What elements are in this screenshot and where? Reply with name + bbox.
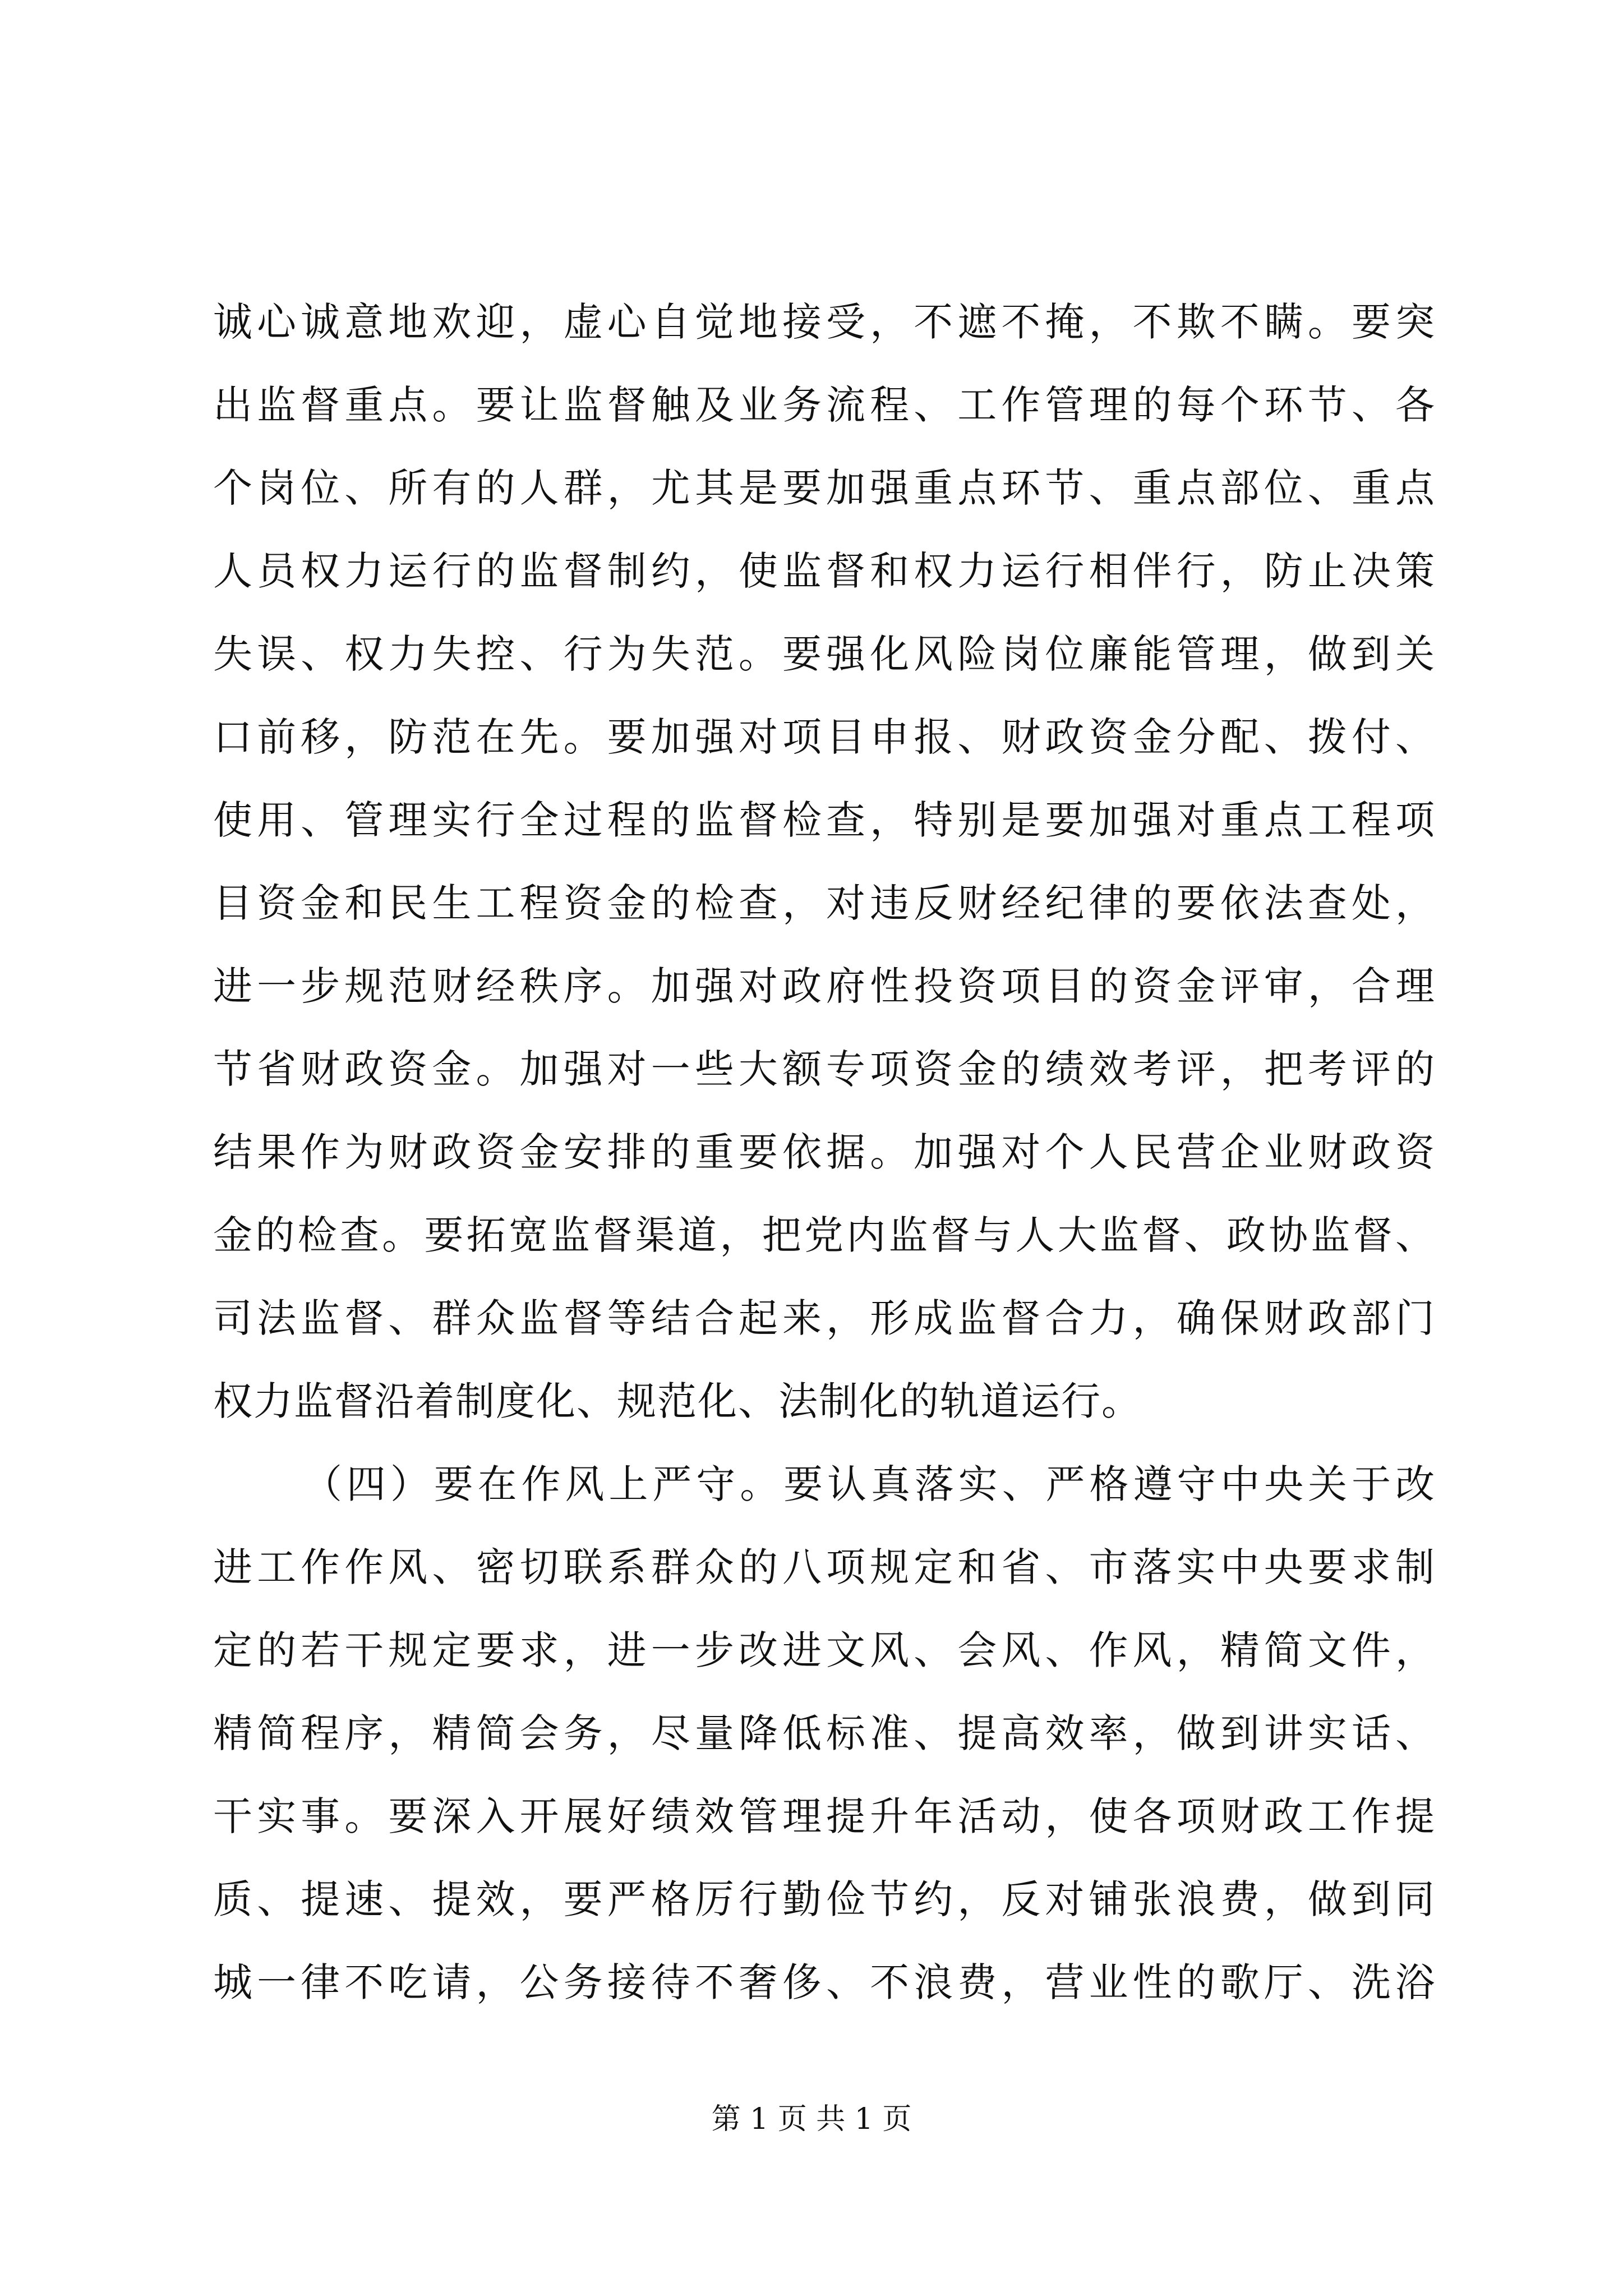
paragraph-end-line: 权力监督沿着制度化、规范化、法制化的轨道运行。: [213, 1378, 1142, 1424]
document-body: [213, 280, 1436, 2024]
text-line: 城一律不吃请，公务接待不奢侈、不浪费，营业性的歌厅、洗浴: [213, 1959, 1436, 2005]
text-line: 金的检查。要拓宽监督渠道，把党内监督与人大监督、政协监督、: [213, 1212, 1436, 1258]
section-heading-line: （四）要在作风上严守。要认真落实、严格遵守中央关于改: [303, 1461, 1436, 1507]
text-line: 结果作为财政资金安排的重要依据。加强对个人民营企业财政资: [213, 1129, 1436, 1175]
page-number-footer: 第 1 页 共 1 页: [711, 2102, 912, 2136]
text-line: 出监督重点。要让监督触及业务流程、工作管理的每个环节、各: [213, 382, 1436, 428]
text-line: 干实事。要深入开展好绩效管理提升年活动，使各项财政工作提: [213, 1793, 1436, 1839]
text-line: 诚心诚意地欢迎，虚心自觉地接受，不遮不掩，不欺不瞒。要突: [213, 299, 1436, 345]
text-line: 目资金和民生工程资金的检查，对违反财经纪律的要依法查处，: [213, 880, 1436, 926]
text-line: 质、提速、提效，要严格厉行勤俭节约，反对铺张浪费，做到同: [213, 1876, 1436, 1922]
text-line: 节省财政资金。加强对一些大额专项资金的绩效考评，把考评的: [213, 1046, 1436, 1092]
text-line: 进工作作风、密切联系群众的八项规定和省、市落实中央要求制: [213, 1544, 1436, 1590]
text-line: 定的若干规定要求，进一步改进文风、会风、作风，精简文件，: [213, 1627, 1436, 1673]
text-line: 进一步规范财经秩序。加强对政府性投资项目的资金评审，合理: [213, 963, 1436, 1009]
text-line: 个岗位、所有的人群，尤其是要加强重点环节、重点部位、重点: [213, 465, 1436, 511]
text-line: 精简程序，精简会务，尽量降低标准、提高效率，做到讲实话、: [213, 1710, 1436, 1756]
text-line: 使用、管理实行全过程的监督检查，特别是要加强对重点工程项: [213, 797, 1436, 843]
text-line: 人员权力运行的监督制约，使监督和权力运行相伴行，防止决策: [213, 548, 1436, 594]
text-line: 口前移，防范在先。要加强对项目申报、财政资金分配、拨付、: [213, 714, 1436, 760]
text-line: 失误、权力失控、行为失范。要强化风险岗位廉能管理，做到关: [213, 631, 1436, 677]
text-line: 司法监督、群众监督等结合起来，形成监督合力，确保财政部门: [213, 1295, 1436, 1341]
